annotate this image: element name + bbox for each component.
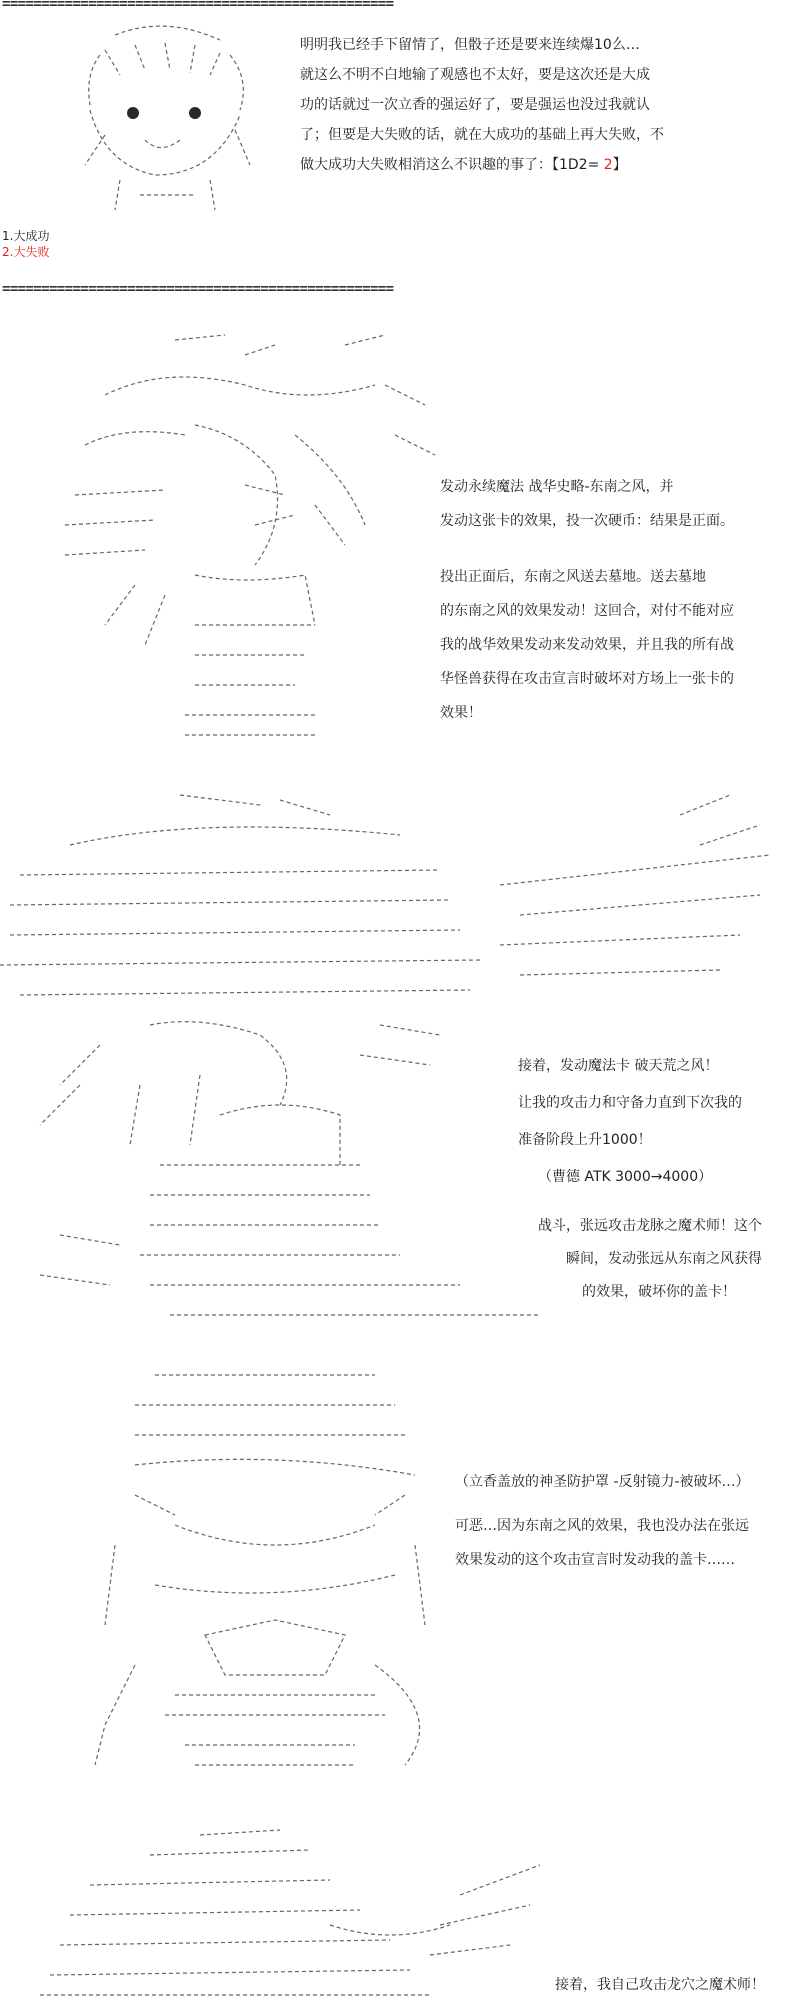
narration-line: 发动这张卡的效果，投一次硬币：结果是正面。 [440, 513, 734, 529]
narration-line: 战斗，张远攻击龙脉之魔术师！这个 [538, 1218, 762, 1234]
dice-suffix: 】 [612, 157, 627, 173]
dice-prefix: 【1D2= [552, 157, 604, 173]
dice-result: 2 [603, 157, 613, 173]
narration-line-dice [300, 150, 664, 180]
narration-block-2b [440, 560, 734, 730]
narration-block-2 [440, 470, 734, 548]
choice-option-2: 2.大失败 [2, 245, 50, 259]
narration-block-5 [555, 1970, 765, 2000]
narration-line: 瞬间，发动张远从东南之风获得 [566, 1251, 762, 1267]
narration-line: 发动永续魔法 战华史略-东南之风，并 [440, 479, 674, 495]
narration-line: 明明我已经手下留情了，但骰子还是要来连续爆10么… [300, 37, 640, 53]
ascii-art-strategist [45, 325, 465, 755]
ascii-art-chibi-face [45, 15, 285, 225]
narration-block-1 [300, 30, 664, 180]
narration-line [455, 1499, 750, 1509]
narration-line: （曹德 ATK 3000→4000） [538, 1169, 713, 1185]
narration-line: 让我的攻击力和守备力直到下次我的 [518, 1095, 742, 1111]
narration-line: 了；但要是大失败的话，就在大成功的基础上再大失败，不 [300, 127, 664, 143]
ascii-art-bottom-scene [30, 1825, 550, 2000]
narration-line: 功的话就过一次立香的强运好了，要是强运也没过我就认 [300, 97, 650, 113]
narration-block-3b [538, 1210, 762, 1309]
narration-line [440, 538, 734, 548]
narration-block-4 [455, 1465, 750, 1577]
narration-line: 接着，我自己攻击龙穴之魔术师！ [555, 1977, 765, 1993]
narration-line: 投出正面后，东南之风送去墓地。送去墓地 [440, 569, 706, 585]
narration-line: 华怪兽获得在攻击宣言时破坏对方场上一张卡的 [440, 671, 734, 687]
narration-line: 的效果，破坏你的盖卡！ [582, 1284, 736, 1300]
ascii-art-girl [75, 1365, 455, 1775]
narration-line: 准备阶段上升1000！ [518, 1132, 652, 1148]
narration-line: 接着，发动魔法卡 破天荒之风！ [518, 1058, 719, 1074]
narration-line: 的东南之风的效果发动！这回合，对付不能对应 [440, 603, 734, 619]
narration-line: 可恶…因为东南之风的效果，我也没办法在张远 [455, 1518, 749, 1534]
separator-line-bottom: ================================================== [2, 282, 394, 296]
narration-line: 就这么不明不白地输了观感也不太好，要是这次还是大成 [300, 67, 650, 83]
narration-line: （立香盖放的神圣防护罩 -反射镜力-被破坏…） [455, 1474, 750, 1490]
narration-line: 做大成功大失败相消这么不识趣的事了： [300, 157, 552, 173]
separator-line-top: ================================================== [2, 0, 394, 11]
narration-block-3 [518, 1048, 742, 1196]
narration-line: 效果！ [440, 705, 482, 721]
choice-option-1: 1.大成功 [2, 229, 50, 243]
narration-line: 我的战华效果发动来发动效果，并且我的所有战 [440, 637, 734, 653]
narration-line: 效果发动的这个攻击宣言时发动我的盖卡…… [455, 1552, 735, 1568]
